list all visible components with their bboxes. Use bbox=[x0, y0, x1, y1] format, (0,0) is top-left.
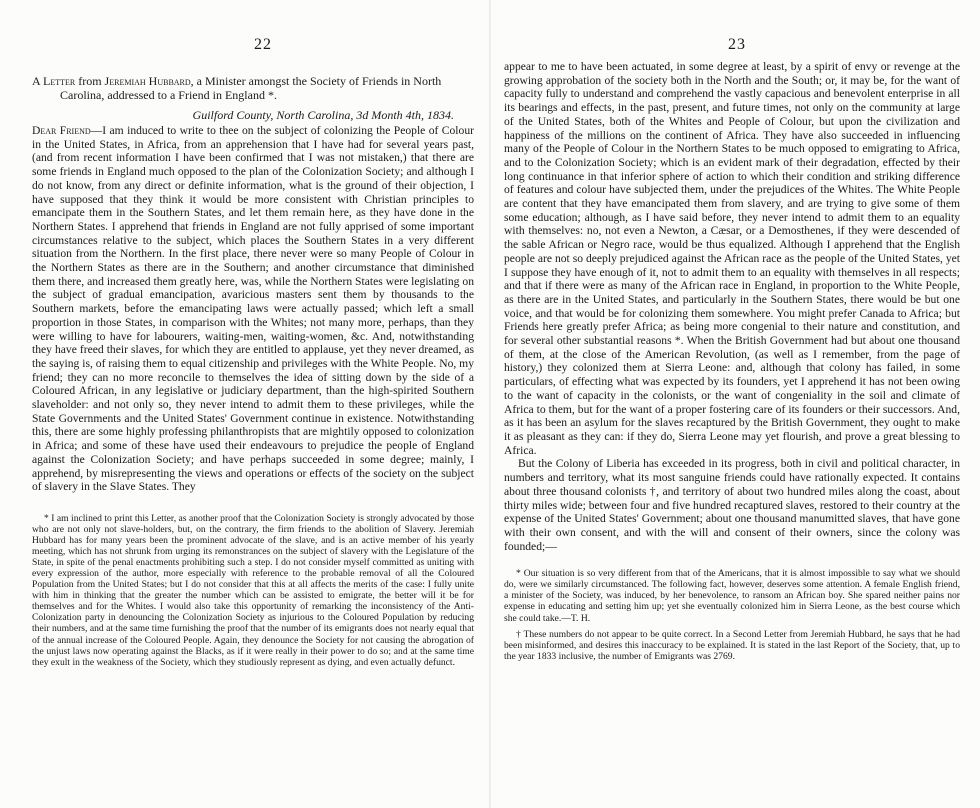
heading-prefix: A Letter bbox=[32, 74, 76, 88]
footnote-right-1: * Our situation is so very different from that of the Americans, that it is almost impossible to say what we should do, were we similarly circumstanced. The following fact, however, deserves some attention. A female English friend, a minister of the Society, was induced, by her benevolence, to ransom an African boy. She spared neither pains nor expense in educating and setting him up; yet she eventually colonized him in Sierra Leone, as the best course which she could take.—T. H. bbox=[504, 568, 960, 624]
footnote-left bbox=[32, 513, 474, 668]
footnote-right-2: † These numbers do not appear to be quite correct. In a Second Letter from Jeremiah Hubbard, he says that he had been misinformed, and desires this inaccuracy to be explained. It is stated in the last Report of the Society, that, up to the year 1833 inclusive, the number of Emigrants was 2769. bbox=[504, 628, 960, 662]
page-number-right: 23 bbox=[728, 36, 746, 53]
letter-body-right bbox=[504, 60, 960, 553]
heading-rest: , a Minister amongst the Society of Friends in North Carolina, addressed to a Friend in England *. bbox=[60, 74, 442, 102]
right-paragraph-2: But the Colony of Liberia has exceeded in its progress, both in civil and political character, in numbers and territory, what its most sanguine friends could have rationally expected. It contains about three thousand colonists †, and territory of about two hundred miles along the coast, about thirty miles wide; between four and five hundred recaptured slaves, restored to their country at the expense of the United States' Government; about one thousand manumitted slaves, that have gone with their own consent, and with the will and consent of their owners, since the colony was founded;— bbox=[504, 457, 960, 553]
heading-mid: from bbox=[75, 74, 105, 88]
salutation: Dear Friend bbox=[32, 124, 91, 137]
heading-author: Jeremiah Hubbard bbox=[104, 74, 191, 88]
letter-heading bbox=[32, 74, 474, 102]
page-number-left: 22 bbox=[254, 36, 272, 53]
letter-dateline: Guilford County, North Carolina, 3d Month 4th, 1834. bbox=[192, 108, 454, 122]
letter-text-left: —I am induced to write to thee on the subject of colonizing the People of Colour in the United States, in Africa, from an apprehension that I have had for several years past, (and from recent information I have been confirmed that I was not mistaken,) that there are some friends in England much opposed to the plan of the Colonization Society; and although I do not know, from any direct or definite information, what is the ground of their objection, I have supposed that they think it would be more consistent with Christian principles to emancipate them in the Southern States, and let them remain here, as they have done in the Northern States. I apprehend that friends in England are not fully apprised of some important circumstances relative to the subject, which places the Southern States in a very different situation from the Northern. In the first place, there never were so many People of Colour in the Northern States as there are in the Southern; and another circumstance that diminished them there, and increased them greatly here, was, while the Northern States were legislating on the subject of gradual emancipation, avaricious masters sent them by thousands to the Southern markets, before the emancipating laws were actually passed; which left a small proportion in those States, in comparison with the Whites; not many more, perhaps, than they were willing to have for labourers, waiting-men, waiting-women, &c. And, notwithstanding they have freed their slaves, for which they are entitled to applause, yet they never dreamed, as the saying is, of raising them to equal citizenship and privileges with the White People. No, my friend; they can no more reconcile to themselves the idea of sitting down by the side of a Coloured African, in any legislative or judiciary department, than the high-spirited Southern slaveholder: and not only so, they never intend to admit them to these privileges, while the State Governments and the United States' Government continue in existence. Notwithstanding this, there are some highly professing philanthropists that are mightily opposed to colonization in Africa; and some of these have used their endeavours to prejudice the people of England against the Colonization Society; and have perhaps succeeded in some degree; mainly, I apprehend, by misrepresenting the views and operations or effects of the society on the subject of slavery in the Slave States. They bbox=[32, 124, 474, 494]
letter-body-left bbox=[32, 124, 474, 494]
right-page bbox=[490, 0, 980, 808]
footnote-left-text: * I am inclined to print this Letter, as another proof that the Colonization Society is strongly advocated by those who are not only not slave-holders, but, on the contrary, the firm friends to the abolition of Slavery. Jeremiah Hubbard has for many years been the prominent advocate of the slave, and is an active member of his yearly meeting, which has not shrunk from urging its remonstrances on the subject of slavery with the Legislature of the State, in spite of the penal enactments prohibiting such a step. I do not consider myself committed as uniting with every expression of the author, more especially with reference to the probable removal of all the Coloured Population from the United States; but I do not consider that this at all affects the merits of the case: I fully unite with him in thinking that the greater the number which can be assisted to emigrate, the better will it be for themselves and for the Whites. I would also take this opportunity of remarking the inconsistency of the Anti-Colonization party in denouncing the Colonization Society as injurious to the Coloured Population by reducing their numbers, and at the same time furnishing the proof that the number of its emigrants does not nearly equal that of the annual increase of the Coloured People. Again, they denounce the Society for not causing the abrogation of the unjust laws now operating against the Blacks, as if it were really in their power to do so; and at the same time they exult in the weakness of the Society, which they studiously represent as dying, and even actually defunct. bbox=[32, 512, 474, 668]
right-paragraph-1: appear to me to have been actuated, in some degree at least, by a spirit of envy or revenge at the growing approbation of the society both in the North and the South; or, it may be, for the want of capacity fully to understand and comprehend the vastly capacious and benevolent enterprise in all its bearings and effects, in the past, present, and future times, not only on the community at large of the United States, both of the Whites and People of Colour, but upon the civilization and happiness of the millions on the continent of Africa. They have also succeeded in influencing many of the People of Colour in the Northern States to be much opposed to emigrating to Africa, and to the Colonization Society; which is an evident mark of their degradation, effected by their long continuance in that inferior sphere of action to which their condition and striking difference of features and colour have subjected them, under the prejudices of the Whites. The White People are content that they have emancipated them from slavery, and are trying to give some of them some education; although, as I have said before, they never intend to admit them to an equality with themselves: no, not even a Newton, a Cæsar, or a Demosthenes, if they were descended of the sable African or Negro race, would be thus equalized. Although I apprehend that the English people are not so deeply prejudiced against the African race as the people of the United States, yet I suppose they have enough of it, not to admit them to an equality with themselves in all respects; and that if there were as many of the African race in England, in proportion to the White People, as there are in the United States, and particularly in the Southern States, there would be but one voice, and that would be for colonizing them somewhere. You might prefer Canada to Africa; but Friends here greatly prefer Africa; as being more congenial to their nature and constitution, and for several other substantial reasons *. When the British Government had but about one thousand of them, at the close of the American Revolution, (as well as I remember, from the page of history,) they colonized them at Sierra Leone: and, although that colony has failed, in some particulars, of effecting what was expected by its founders, yet I apprehend it has not been owing to the want of capacity in the colonists, or the want of congeniality in the soil and climate of Africa to them, but for the want of a proper fostering care of its founders or their successors. And, as it has been an asylum for the slaves recaptured by the British Government, they ought to make it as pleasant as they can: if they do, Sierra Leone may yet flourish, and prove a great blessing to Africa. bbox=[504, 60, 960, 457]
footnotes-right bbox=[504, 568, 960, 661]
